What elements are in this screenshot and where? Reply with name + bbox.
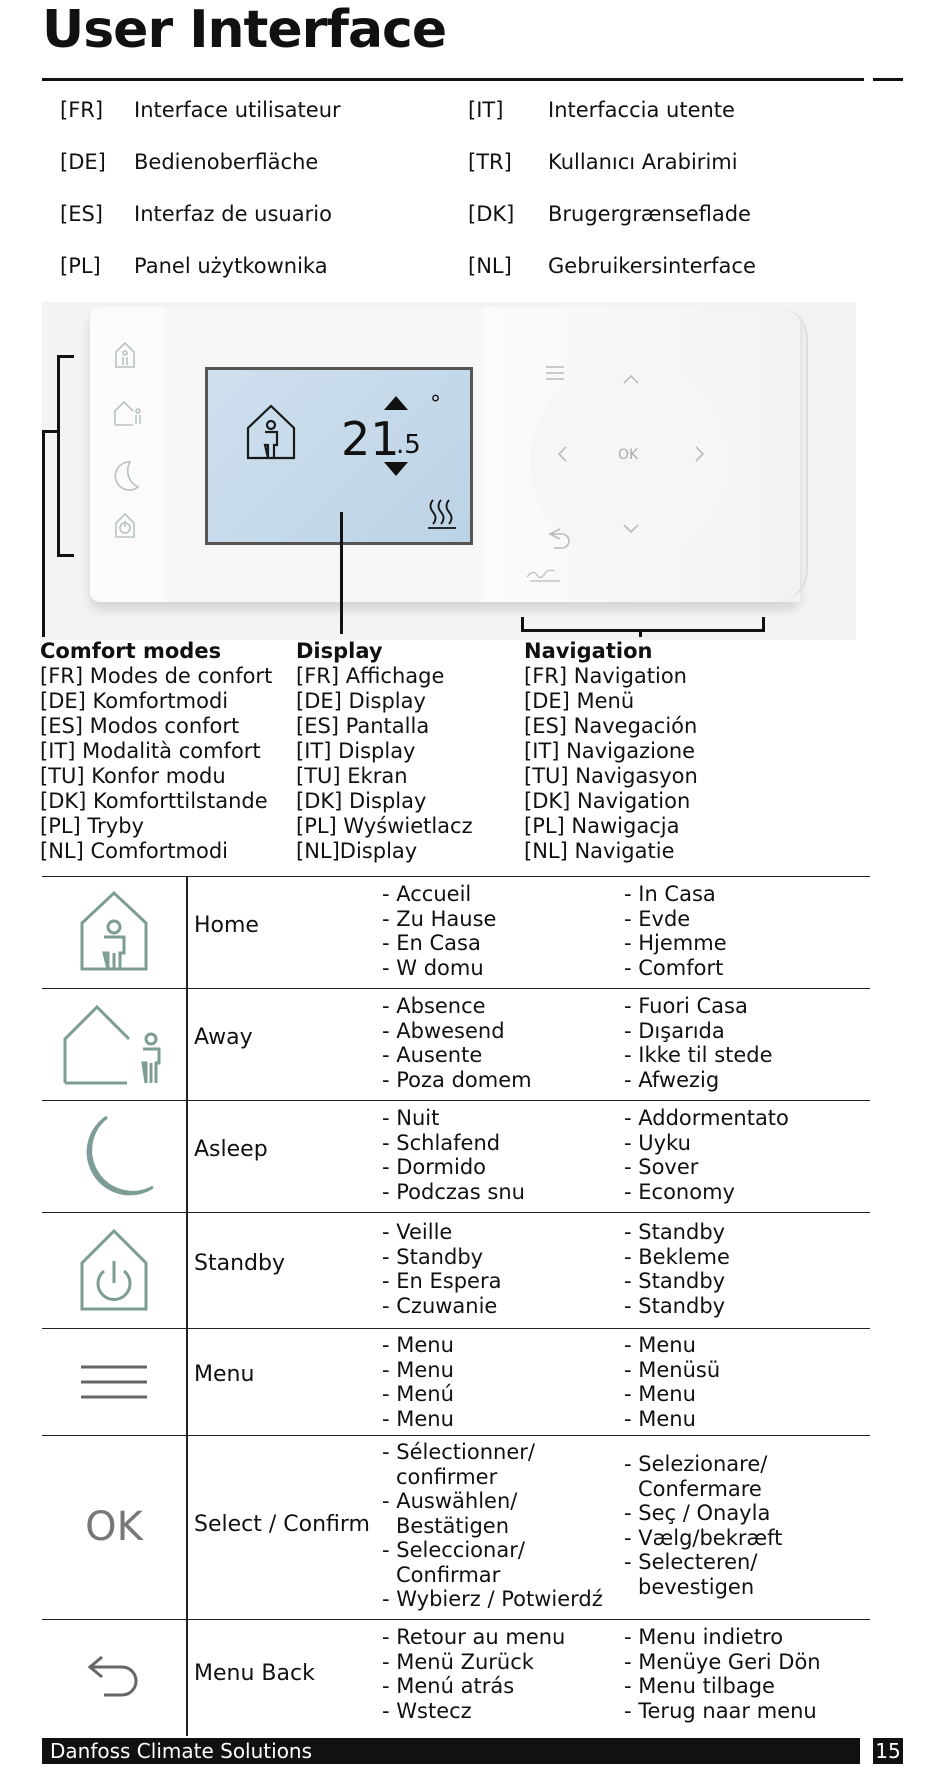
translations-col1: - Retour au menu - Menü Zurück - Menú atrás - Wstecz [382, 1625, 566, 1723]
standby-icon [42, 1212, 186, 1328]
translations-col2: - Standby - Bekleme - Standby - Standby [624, 1220, 730, 1318]
footer-text: Danfoss Climate Solutions [50, 1739, 313, 1763]
translations-col2: - Fuori Casa - Dışarıda - Ikke til stede - Afwezig [624, 994, 773, 1092]
translations-col1: - Accueil - Zu Hause - En Casa - W domu [382, 882, 497, 980]
back-icon [550, 529, 569, 548]
home-icon [42, 876, 186, 988]
translations-col2: - Addormentato - Uyku - Sover - Economy [624, 1106, 789, 1204]
menu-icon [546, 367, 564, 379]
lcd-temperature-decimal: .5 [396, 430, 421, 460]
title-rule [42, 78, 864, 81]
back-arrow-icon [42, 1619, 186, 1737]
comfort-modes-caption: Comfort modes [FR] Modes de confort [DE] Komfortmodi [ES] Modos confort [IT] Modalità comfort [TU] Konfor modu [DK] Komforttilstande [PL] Tryby [NL] Comfortmodi [40, 639, 273, 863]
table-row-name: Select / Confirm [194, 1512, 370, 1537]
display-pointer [340, 512, 343, 634]
table-row-name: Standby [194, 1251, 285, 1276]
translations-col2: - In Casa - Evde - Hjemme - Comfort [624, 882, 727, 980]
chevron-up-icon [624, 376, 638, 383]
page-number: 15 [875, 1739, 901, 1763]
ok-icon: OK [85, 1504, 143, 1550]
translations-col2: - Selezionare/ Confermare - Seç / Onayla - Vælg/bekræft - Selecteren/ bevestigen [624, 1452, 783, 1599]
translations-col2: - Menu indietro - Menüye Geri Dön - Menu tilbage - Terug naar menu [624, 1625, 821, 1723]
translations-col1: - Absence - Abwesend - Ausente - Poza domem [382, 994, 532, 1092]
translations-col2: - Menu - Menüsü - Menu - Menu [624, 1333, 721, 1431]
translations-col1: - Nuit - Schlafend - Dormido - Podczas snu [382, 1106, 525, 1204]
lcd-degree: ° [430, 392, 441, 417]
display-caption: Display [FR] Affichage [DE] Display [ES] Pantalla [IT] Display [TU] Ekran [DK] Display [PL] Wyświetlacz [NL]Display [296, 639, 473, 863]
navigation-buttons [90, 307, 800, 602]
table-row-name: Menu [194, 1362, 255, 1387]
table-row-name: Asleep [194, 1137, 268, 1162]
thermostat-body [90, 307, 800, 602]
lcd-temperature: 21 [341, 412, 400, 466]
title-rule-short [873, 78, 903, 81]
navigation-caption: Navigation [FR] Navigation [DE] Menü [ES] Navegación [IT] Navigazione [TU] Navigasyon [DK] Navigation [PL] Nawigacja [NL] Navigatie [524, 639, 698, 863]
ok-button-label: OK [618, 447, 639, 463]
table-row-name: Menu Back [194, 1661, 315, 1686]
table-row-name: Away [194, 1025, 253, 1050]
chevron-left-icon [559, 447, 566, 461]
away-icon [42, 988, 186, 1100]
translations-col1: - Sélectionner/ confirmer - Auswählen/ Bestätigen - Seleccionar/ Confirmar - Wybierz / Potwierdź [382, 1440, 603, 1611]
menu-icon [42, 1328, 186, 1435]
danfoss-logo [527, 570, 560, 581]
thermostat-image [42, 302, 856, 640]
moon-icon [42, 1100, 186, 1212]
chevron-right-icon [696, 447, 703, 461]
translations-col1: - Veille - Standby - En Espera - Czuwanie [382, 1220, 502, 1318]
comfort-modes-pointer [42, 430, 60, 637]
page-title: User Interface [42, 0, 447, 60]
translations-col1: - Menu - Menu - Menú - Menu [382, 1333, 454, 1431]
navigation-bracket [521, 617, 765, 632]
chevron-down-icon [624, 525, 638, 532]
table-row-name: Home [194, 913, 259, 938]
